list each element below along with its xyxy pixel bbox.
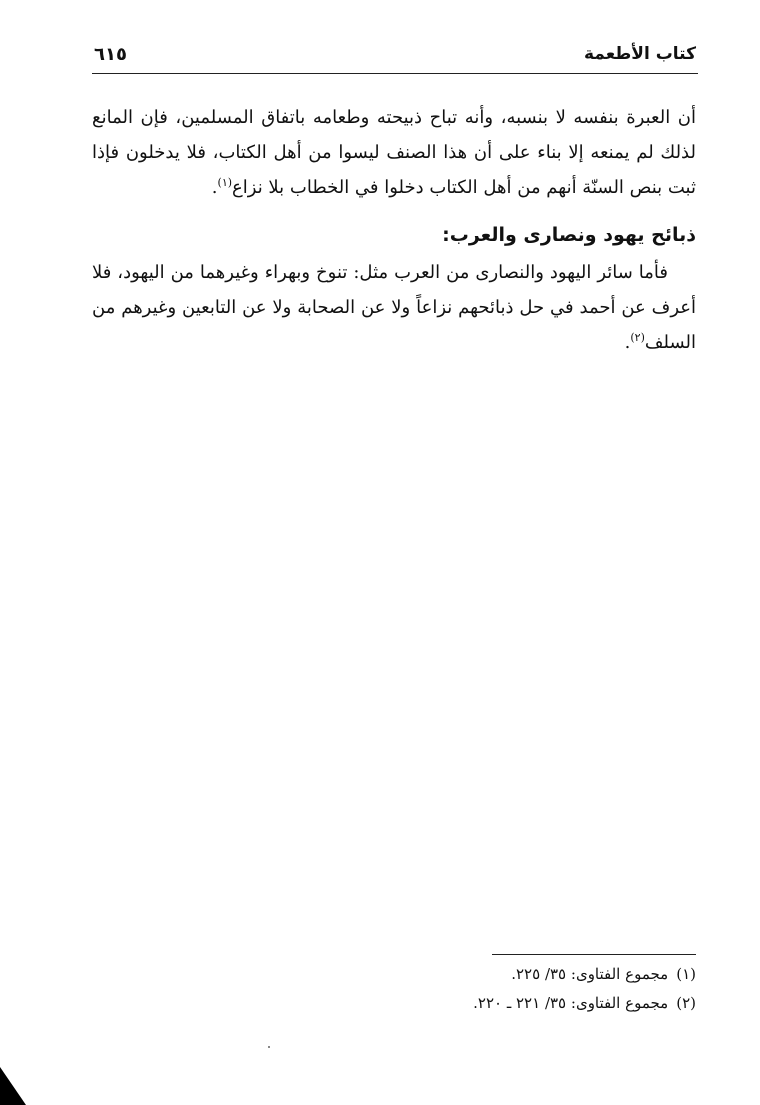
main-text xyxy=(92,100,696,360)
footnote-2-number: (٢) xyxy=(676,994,696,1012)
page-number: ٦١٥ xyxy=(94,44,127,65)
paragraph-2-end: . xyxy=(624,332,631,353)
corner-triangle-mark xyxy=(0,1067,26,1105)
footnote-1 xyxy=(92,960,696,989)
footnote-ref-2: (٢) xyxy=(630,331,645,344)
footnote-2-text: مجموع الفتاوى: ٣٥/ ٢٢١ ـ ٢٢٠. xyxy=(473,994,669,1012)
paragraph-1-end: . xyxy=(211,177,218,198)
scan-speck xyxy=(268,1046,270,1048)
running-title: كتاب الأطعمة xyxy=(583,44,696,64)
footnotes xyxy=(92,960,696,1018)
paragraph-2-text: فأما سائر اليهود والنصارى من العرب مثل: تنوخ وبهراء وغيرهما من اليهود، فلا أعرف عن أحمد في حل ذبائحهم نزاعاً ولا عن الصحابة ولا عن التابعين وغيرهم من السلف xyxy=(92,262,696,353)
footnote-2 xyxy=(92,989,696,1018)
footnote-ref-1: (١) xyxy=(217,176,233,189)
paragraph-1-text: أن العبرة بنفسه لا بنسبه، وأنه تباح ذبيحته وطعامه باتفاق المسلمين، فإن المانع لذلك لم يمنعه إلا بناء على أن هذا الصنف ليسوا من أهل الكتاب، فلا يدخلون فإذا ثبت بنص السنّة أنهم من أهل الكتاب دخلوا في الخطاب بلا نزاع xyxy=(92,107,696,198)
paragraph-1 xyxy=(92,100,696,205)
header-rule xyxy=(92,73,698,74)
footnote-1-text: مجموع الفتاوى: ٣٥/ ٢٢٥. xyxy=(511,965,669,983)
section-heading: ذبائح يهود ونصارى والعرب: xyxy=(442,224,696,246)
footnote-rule xyxy=(492,954,696,955)
page-header xyxy=(92,40,696,74)
paragraph-2 xyxy=(92,255,696,360)
footnote-1-number: (١) xyxy=(676,965,696,983)
